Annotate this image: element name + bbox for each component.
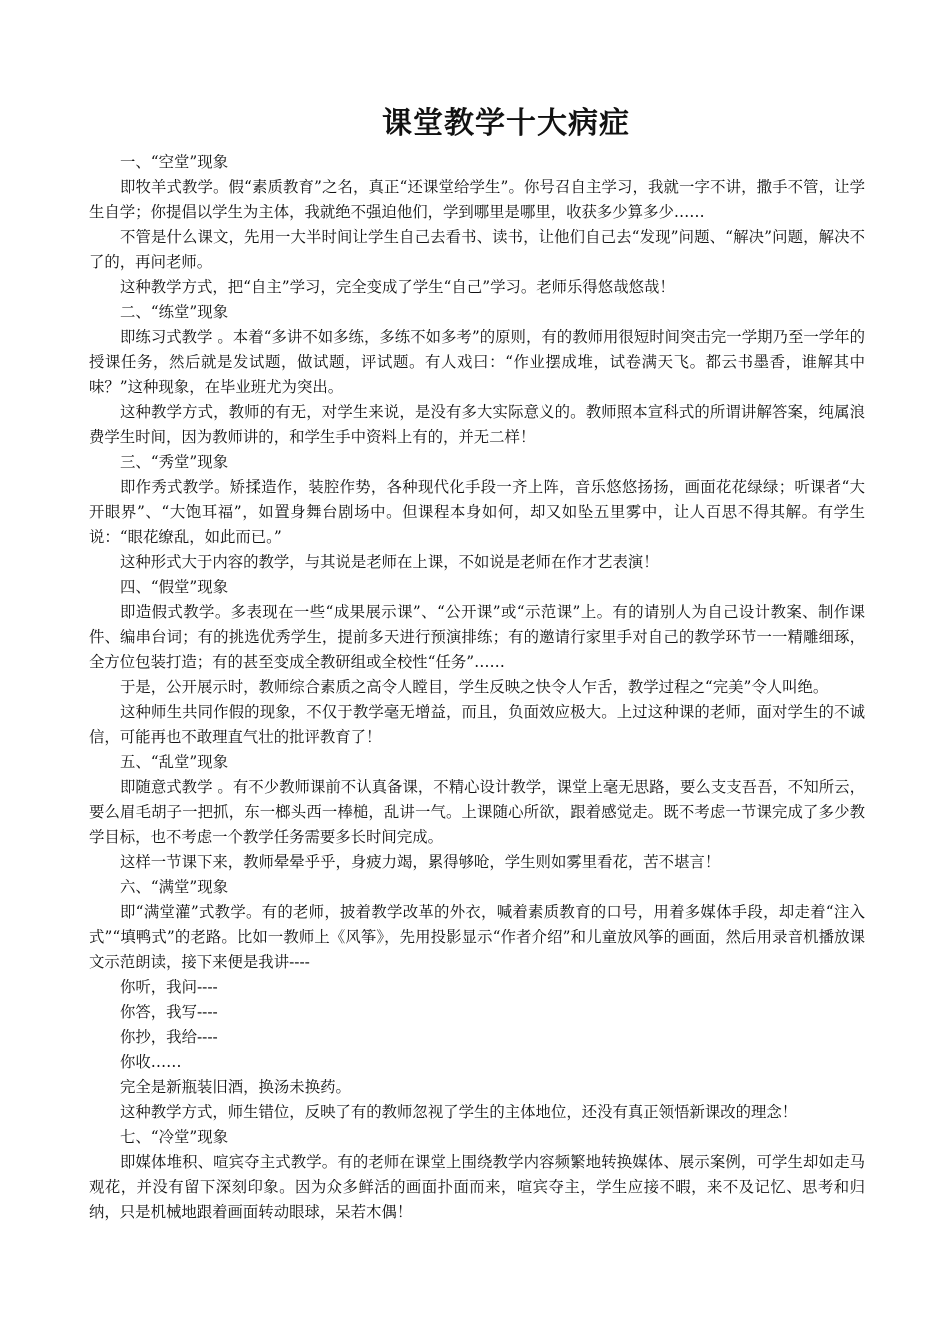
paragraph: 即随意式教学 。有不少教师课前不认真备课，不精心设计教学，课堂上毫无思路，要么支支吾吾，不知所云，要么眉毛胡子一把抓，东一榔头西一棒槌，乱讲一气。上课随心所欲，跟着感觉走。既不考虑一节课完成了多少教学目标，也不考虑一个教学任务需要多长时间完成。 (89, 778, 865, 846)
document-body (89, 150, 865, 1225)
paragraph: 这种教学方式，师生错位，反映了有的教师忽视了学生的主体地位，还没有真正领悟新课改的理念！ (120, 1103, 798, 1121)
paragraph: 这种教学方式，教师的有无，对学生来说，是没有多大实际意义的。教师照本宣科式的所谓讲解答案，纯属浪费学生时间，因为教师讲的，和学生手中资料上有的，并无二样！ (89, 403, 865, 446)
document-title: 课堂教学十大病症 (382, 106, 630, 141)
paragraph: 完全是新瓶装旧酒，换汤未换药。 (120, 1078, 351, 1096)
paragraph: 五、“乱堂”现象 (120, 753, 229, 771)
paragraph: 即媒体堆积、喧宾夺主式教学。有的老师在课堂上围绕教学内容频繁地转换媒体、展示案例，可学生却如走马观花，并没有留下深刻印象。因为众多鲜活的画面扑面而来，喧宾夺主，学生应接不暇，来不及记忆、思考和归纳，只是机械地跟着画面转动眼球，呆若木偶！ (89, 1153, 865, 1221)
paragraph: 二、“练堂”现象 (120, 303, 229, 321)
paragraph: 即“满堂灌”式教学。有的老师，披着教学改革的外衣，喊着素质教育的口号，用着多媒体手段，却走着“注入式”“填鸭式”的老路。比如一教师上《风筝》，先用投影显示“作者介绍”和儿童放风筝的画面，然后用录音机播放课文示范朗读，接下来便是我讲---- (89, 903, 865, 971)
paragraph: 即牧羊式教学。假“素质教育”之名，真正“还课堂给学生”。你号召自主学习，我就一字不讲，撒手不管，让学生自学；你提倡以学生为主体，我就绝不强迫他们，学到哪里是哪里，收获多少算多少…… (89, 178, 865, 221)
paragraph: 于是，公开展示时，教师综合素质之高令人瞠目，学生反映之快令人乍舌，教学过程之“完美”令人叫绝。 (120, 678, 829, 696)
paragraph: 这样一节课下来，教师晕晕乎乎，身疲力竭，累得够呛，学生则如雾里看花，苦不堪言！ (120, 853, 721, 871)
paragraph: 即练习式教学 。本着“多讲不如多练，多练不如多考”的原则，有的教师用很短时间突击完一学期乃至一学年的授课任务，然后就是发试题，做试题，评试题。有人戏曰：“作业摆成堆，试卷满天飞。都云书墨香，谁解其中味？”这种现象，在毕业班尤为突出。 (89, 328, 865, 396)
paragraph: 你听，我问---- (120, 978, 218, 996)
paragraph: 你收…… (120, 1053, 182, 1071)
paragraph: 七、“冷堂”现象 (120, 1128, 229, 1146)
paragraph: 一、“空堂”现象 (120, 153, 229, 171)
paragraph: 不管是什么课文，先用一大半时间让学生自己去看书、读书，让他们自己去“发现”问题、“解决”问题，解决不了的，再问老师。 (89, 228, 865, 271)
paragraph: 这种教学方式，把“自主”学习，完全变成了学生“自己”学习。老师乐得悠哉悠哉！ (120, 278, 675, 296)
paragraph: 即造假式教学。多表现在一些“成果展示课”、“公开课”或“示范课”上。有的请别人为自己设计教案、制作课件、编串台词；有的挑选优秀学生，提前多天进行预演排练；有的邀请行家里手对自己的教学环节一一精雕细琢，全方位包装打造；有的甚至变成全教研组或全校性“任务”…… (89, 603, 865, 671)
paragraph: 这种形式大于内容的教学，与其说是老师在上课，不如说是老师在作才艺表演！ (120, 553, 659, 571)
paragraph: 这种师生共同作假的现象，不仅于教学毫无增益，而且，负面效应极大。上过这种课的老师，面对学生的不诚信，可能再也不敢理直气壮的批评教育了！ (89, 703, 865, 746)
paragraph: 你抄，我给---- (120, 1028, 218, 1046)
paragraph: 你答，我写---- (120, 1003, 218, 1021)
paragraph: 即作秀式教学。矫揉造作，装腔作势，各种现代化手段一齐上阵，音乐悠悠扬扬，画面花花绿绿；听课者“大开眼界”、“大饱耳福”，如置身舞台剧场中。但课程本身如何，却又如坠五里雾中，让人百思不得其解。有学生说：“眼花缭乱，如此而已。” (89, 478, 865, 546)
paragraph: 六、“满堂”现象 (120, 878, 229, 896)
paragraph: 三、“秀堂”现象 (120, 453, 229, 471)
paragraph: 四、“假堂”现象 (120, 578, 229, 596)
